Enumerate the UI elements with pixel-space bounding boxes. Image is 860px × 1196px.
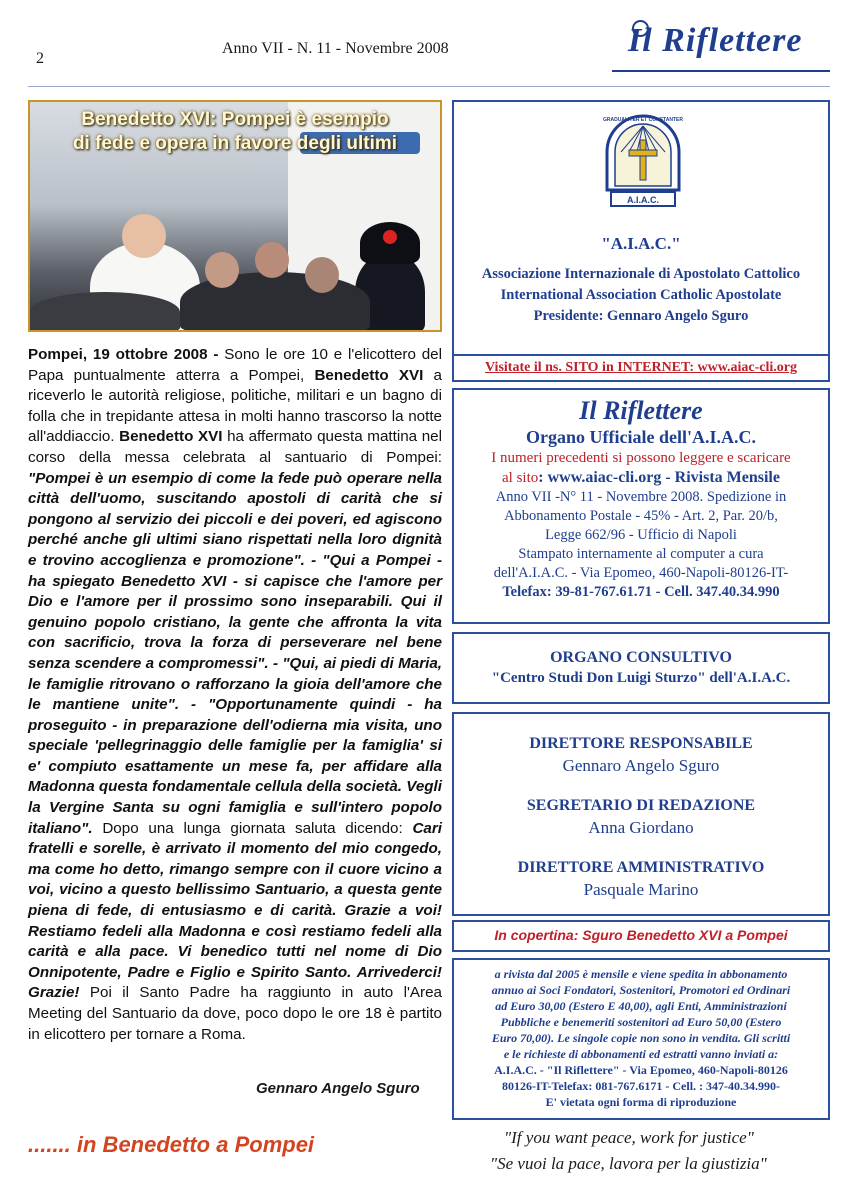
crowd-head-2 xyxy=(255,242,289,278)
article-quote-1: "Pompei è un esempio di come la fede può operare nella città dell'uomo, suscitando apostoli di carità che si pongono al servizio dei piccoli e dei poveri, ed agiscono perché anche gli ultimi siano rispettati nella loro dignità e trovino accoglienza e promozione". - "Qui a Pompei - ha spiegato Benedetto XVI - si capisce che l'amore per Dio e l'amore per il prossimo sono inseparabili. Qui il genuino popolo cristiano, la gente che affronta la vita con sacrificio, trova la forza di perseverare nel bene senza scendere a compromessi". - "Qui, ai piedi di Maria, le famiglie ritrovano o rafforzano la gioia dell'amore che le mantiene unite". - "Opportunamente quindi - ha proseguito - in preparazione dell'odierna mia visita, uno speciale 'pellegrinaggio delle famiglie per la famiglia' si e' compiuto esattamente un mese fa, per affidare alla Madonna questa fondamentale cellula della società. Vegli la Vergine Santa su ogni famiglia e sull'intero popolo italiano". xyxy=(28,469,442,837)
riflettere-title: Organo Ufficiale dell'A.I.A.C. xyxy=(526,427,756,447)
riflettere-line-4: Stampato internamente al computer a cura xyxy=(518,546,764,562)
article-text-1: Sono le ore 10 e l'elicottero del Papa puntualmente atterra a Pompei, xyxy=(28,346,442,384)
info-line-4: Pubbliche e benemeriti sostenitori ad Euro 50,00 (Estero xyxy=(500,1015,782,1029)
masthead-logo xyxy=(628,22,802,60)
info-line-5: Euro 70,00). Le singole copie non sono in vendita. Gli scritti xyxy=(491,1031,791,1045)
cover-caption: In copertina: Sguro Benedetto XVI a Pompei xyxy=(494,927,788,943)
article-quote-2: Cari fratelli e sorelle, è arrivato il momento del mio congedo, ma come ho detto, rimango sempre con il cuore vicino a voi, vicino a questo bellissimo Santuario, a questa gente piena di fede, di entusiasmo e di carità. Grazie a voi! Restiamo fedeli alla Madonna e così restiamo fedeli alla carità e alla pace. Vi benedico tutti nel nome di Dio Onnipotente, Padre e Figlio e Spirito Santo. Arrivederci! Grazie! xyxy=(28,819,442,1002)
footer-quote-english: "If you want peace, work for justice" xyxy=(504,1128,754,1147)
photo-headline-line-1: Benedetto XVI: Pompei è esempio xyxy=(81,109,389,130)
info-line-2: annuo ai Soci Fondatori, Sostenitori, Promotori ed Ordinari xyxy=(491,983,791,997)
crowd-left xyxy=(30,292,180,332)
consult-line: "Centro Studi Don Luigi Sturzo" dell'A.I.A.C. xyxy=(491,670,791,686)
aiac-lines xyxy=(454,264,828,327)
aiac-line-3: Presidente: Gennaro Angelo Sguro xyxy=(533,308,749,324)
website-link[interactable]: Visitate il ns. SITO in INTERNET: www.aiac-cli.org xyxy=(454,354,828,376)
riflettere-red-2: al sito xyxy=(502,470,539,486)
article-body xyxy=(28,345,442,1045)
pope-head xyxy=(122,214,166,258)
riflettere-box xyxy=(452,388,830,624)
riflettere-line-2: Abbonamento Postale - 45% - Art. 2, Par. 20/b, xyxy=(504,508,778,524)
staff-name-3: Pasquale Marino xyxy=(583,880,699,899)
info-line-9: E' vietata ogni forma di riproduzione xyxy=(545,1095,737,1109)
staff-role-1: DIRETTORE RESPONSABILE xyxy=(529,735,753,752)
page-number: 2 xyxy=(36,50,44,67)
riflettere-red-1: I numeri precedenti si possono leggere e scaricare xyxy=(491,450,791,466)
article-name-2: Benedetto XVI xyxy=(119,428,223,446)
aiac-box xyxy=(452,100,830,382)
riflettere-line-1: Anno VII -N° 11 - Novembre 2008. Spedizione in xyxy=(495,489,787,505)
article-dateline: Pompei, 19 ottobre 2008 - xyxy=(28,346,219,363)
info-line-1: a rivista dal 2005 è mensile e viene spedita in abbonamento xyxy=(494,967,788,981)
footer-left-caption: ....... in Benedetto a Pompei xyxy=(28,1132,315,1157)
crowd-head-1 xyxy=(205,252,239,288)
seal-motto: GRADUALITER ET CONSTANTER xyxy=(603,117,683,123)
staff-role-2: SEGRETARIO DI REDAZIONE xyxy=(526,797,756,814)
header-rule xyxy=(612,70,830,72)
article-text-2: a riceverlo le autorità religiose, politiche, militari e un bagno di folla che in trepidante attesa in molti hanno trascorso la notte all'addiaccio. xyxy=(28,366,442,446)
article-name-1: Benedetto XVI xyxy=(314,366,424,384)
staff-name-1: Gennaro Angelo Sguro xyxy=(562,756,720,775)
staff-name-2: Anna Giordano xyxy=(588,818,694,837)
riflettere-site[interactable]: : www.aiac-cli.org - Rivista Mensile xyxy=(538,469,780,486)
consult-title: ORGANO CONSULTIVO xyxy=(550,649,732,666)
riflettere-logo: Il Riflettere xyxy=(579,396,703,425)
riflettere-line-6: Telefax: 39-81-767.61.71 - Cell. 347.40.34.990 xyxy=(502,584,780,600)
staff-box xyxy=(452,712,830,916)
footer-quote-italian: "Se vuoi la pace, lavora per la giustizia" xyxy=(490,1154,767,1173)
photo-headline xyxy=(30,108,440,156)
aiac-seal-icon xyxy=(601,112,685,210)
riflettere-line-3: Legge 662/96 - Ufficio di Napoli xyxy=(545,527,737,543)
info-box xyxy=(452,958,830,1120)
consult-box xyxy=(452,632,830,704)
riflettere-line-5: dell'A.I.A.C. - Via Epomeo, 460-Napoli-80126-IT- xyxy=(493,565,789,581)
info-line-3: ad Euro 30,00 (Estero E 40,00), agli Enti, Amministrazioni xyxy=(495,999,787,1013)
issue-line: Anno VII - N. 11 - Novembre 2008 xyxy=(222,40,449,57)
photo-headline-line-2: di fede e opera in favore degli ultimi xyxy=(72,133,398,154)
article-author: Gennaro Angelo Sguro xyxy=(256,1080,420,1097)
cover-box xyxy=(452,920,830,952)
info-line-6: e le richieste di abbonamenti ed estratti vanno inviati a: xyxy=(503,1047,779,1061)
staff-role-3: DIRETTORE AMMINISTRATIVO xyxy=(517,859,765,876)
article-text-5: Poi il Santo Padre ha raggiunto in auto l'Area Meeting del Santuario da dove, poco dopo le ore 18 è partito in elicottero per tornare a Roma. xyxy=(28,984,442,1043)
header-thin-rule xyxy=(28,86,830,87)
aiac-title: "A.I.A.C." xyxy=(601,234,681,253)
masthead-logo-text: Il Riflettere xyxy=(628,22,803,59)
info-line-7: A.I.A.C. - "Il Riflettere" - Via Epomeo, 460-Napoli-80126 xyxy=(494,1063,788,1077)
aiac-line-2: International Association Catholic Apostolate xyxy=(500,287,782,303)
article-text-3: ha affermato questa mattina nel corso della messa celebrata al santuario di Pompei: xyxy=(28,428,442,466)
aiac-line-1: Associazione Internazionale di Apostolato Cattolico xyxy=(481,266,801,282)
article-text-4: Dopo una lunga giornata saluta dicendo: xyxy=(92,819,413,837)
guard-cockade xyxy=(383,230,397,244)
info-line-8: 80126-IT-Telefax: 081-767.6171 - Cell. : 347-40.34.990- xyxy=(501,1079,781,1093)
crowd-head-3 xyxy=(305,257,339,293)
pope-photo xyxy=(28,100,442,332)
seal-label: A.I.A.C. xyxy=(626,195,660,205)
